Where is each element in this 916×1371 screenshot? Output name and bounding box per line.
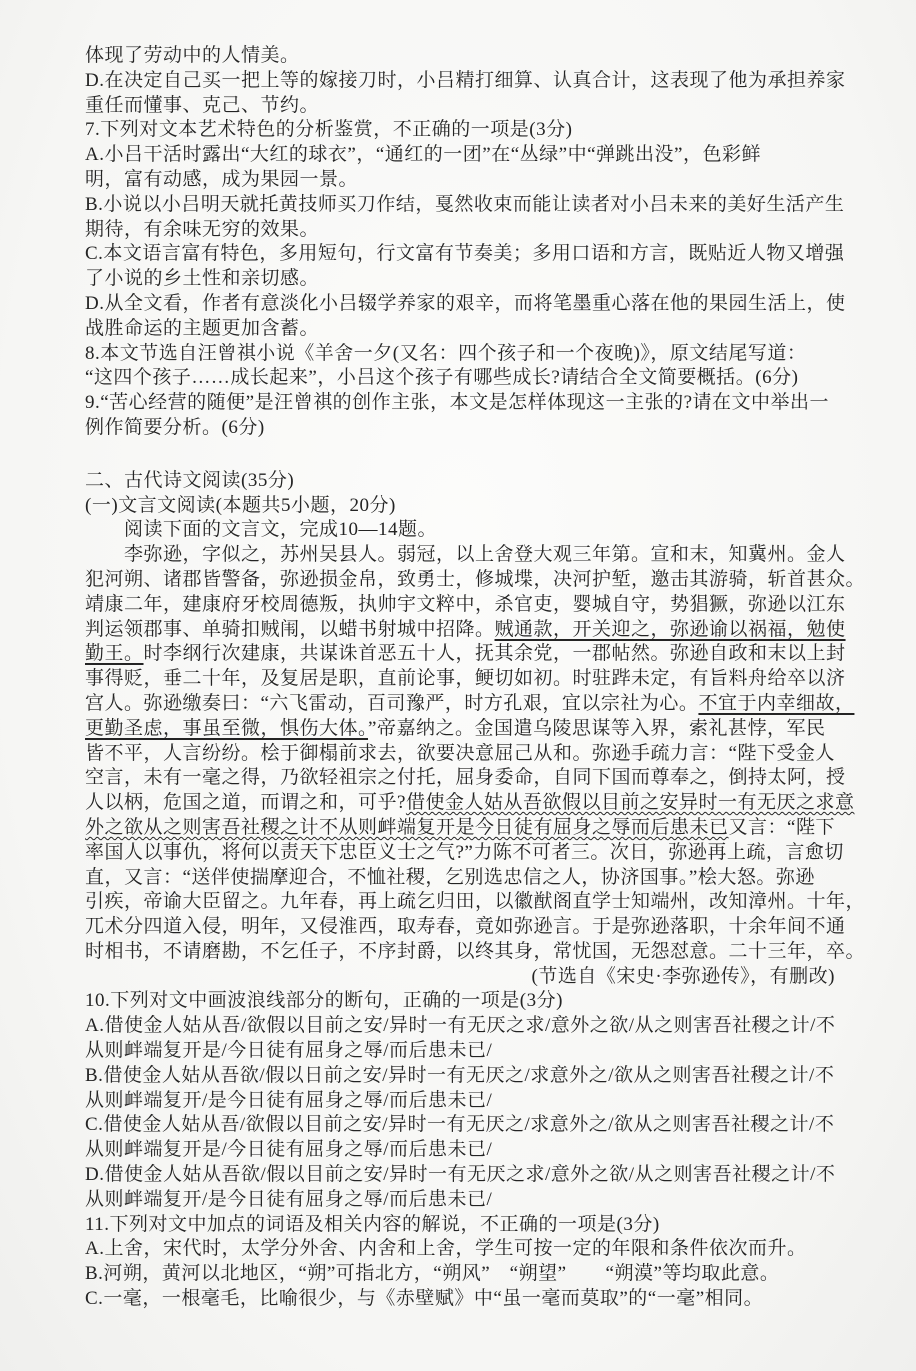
text-line [85, 568, 866, 593]
text-segment: 二、古代诗文阅读(35分) [85, 469, 295, 491]
text-line [85, 518, 835, 543]
text-line [85, 1188, 835, 1213]
text-line [85, 543, 846, 568]
text-segment: 又言：“陛下 [728, 816, 835, 838]
text-line [85, 965, 835, 990]
text-line [85, 469, 835, 494]
text-segment: 事得贬，垂二十年，及复居是职，直前论事，鲠切如初。时驻跸未定，有旨料舟给卒以济 [85, 668, 846, 690]
text-line [85, 816, 835, 841]
text-line [85, 766, 846, 791]
text-segment: 体现了劳动中的人情美。 [85, 45, 300, 66]
text-line [85, 342, 835, 367]
text-segment: 时李纲行次建康，共谋诛首恶五十人，抚其余党，一郡帖然。弥逊自政和末以上封 [143, 643, 846, 665]
text-line [85, 791, 855, 816]
text-segment: 例作简要分析。(6分) [85, 416, 265, 438]
document-body [85, 44, 866, 1312]
text-line [85, 593, 846, 618]
text-line [85, 841, 844, 866]
text-segment: D.借使金人姑从吾欲/假以目前之安/异时一有无厌之求/意外之欲/从之则害吾社稷之计/不 [85, 1164, 836, 1186]
text-line [85, 267, 835, 292]
text-segment: 7.下列对文本艺术特色的分析鉴赏，不正确的一项是(3分) [85, 119, 573, 141]
text-segment: 直，又言：“送伴使揣摩迎合，不恤社稷，乞别选忠信之人，协济国事。”桧大怒。弥逊 [85, 866, 815, 888]
text-line [85, 391, 835, 416]
text-segment: 从则衅端复开/是今日徒有屈身之辱/而后患未已/ [85, 1089, 493, 1111]
text-segment: 率国人以事仇，将何以责天下忠臣义士之气?”力陈不可者三。次日，弥逊再上疏，言愈切 [85, 841, 844, 863]
text-segment: (一)文言文阅读(本题共5小题，20分) [85, 494, 396, 516]
text-line [85, 218, 835, 243]
text-segment: C.本文语言富有特色，多用短句，行文富有节奏美；多用口语和方言，既贴近人物又增强 [85, 243, 845, 265]
wavy-underlined-text: 外之欲从之则害吾社稷之计不从则衅端复开是今日徒有屈身之辱而后患未已 [85, 816, 729, 838]
text-line [85, 292, 846, 317]
text-line [85, 866, 835, 891]
text-segment: 10.下列对文中画波浪线部分的断句，正确的一项是(3分) [85, 990, 563, 1012]
text-segment: 空言，未有一毫之得，乃欲轻祖宗之付托，屈身委命，自同下国而尊奉之，倒持太阿，授 [85, 767, 846, 789]
text-line [85, 989, 835, 1014]
text-segment: C.一毫，一根毫毛，比喻很少，与《赤壁赋》中“虽一毫而莫取”的“一毫”相同。 [85, 1288, 764, 1310]
text-segment: 时相书，不请磨勘，不乞任子，不序封爵，以终其身，常忧国，无怨怼意。二十三年，卒。 [85, 940, 866, 962]
text-segment: B.借使金人姑从吾欲/假以日前之安/异时一有无厌之/求意外之/欲从之则害吾社稷之计/不 [85, 1064, 835, 1086]
text-segment: A.小吕干活时露出“大红的球衣”，“通红的一团”在“丛绿”中“弹跳出没”，色彩鲜 [85, 144, 761, 166]
text-segment: 宫人。弥逊缴奏曰：“六飞雷动，百司豫严，时方孔艰，宜以宗社为心。 [85, 692, 699, 714]
text-line [85, 44, 835, 69]
text-line [85, 193, 845, 218]
underlined-text: 贼通款，开关迎之，弥逊谕以祸福，勉使 [494, 618, 846, 640]
text-segment: B.小说以小吕明天就托黄技师买刀作结，戛然收束而能让读者对小吕未来的美好生活产生 [85, 193, 845, 215]
text-segment: “这四个孩子……成长起来”，小吕这个孩子有哪些成长?请结合全文简要概括。(6分) [85, 367, 799, 389]
text-line [85, 317, 835, 342]
text-line [85, 1039, 835, 1064]
text-segment: ”帝嘉纳之。金国遣乌陵思谋等入界，索礼甚悖，军民 [368, 717, 826, 739]
text-line [85, 1064, 835, 1089]
text-segment: 犯河朔、诸郡皆警备，弥逊损金帛，致勇士，修城堞，决河护堑，邀击其游骑，斩首甚众。 [85, 568, 866, 590]
text-segment: C.借使金人姑从吾/欲假以目前之安/异时一有无厌之/求意外之/欲从之则害吾社稷之计/不 [85, 1114, 835, 1136]
text-segment: 人以柄，危国之道，而谓之和，可乎? [85, 792, 406, 814]
text-line [85, 890, 866, 915]
text-line [85, 1287, 835, 1312]
underlined-text: 更勤圣虑，事虽至微，惧伤大体。 [85, 717, 369, 739]
text-segment: 了小说的乡土性和亲切感。 [85, 268, 320, 290]
text-line [85, 717, 835, 742]
text-segment: 期待，有余味无穷的效果。 [85, 218, 320, 240]
text-segment: 皆不平，人言纷纷。桧于御榻前求去，欲要决意屈己从和。弥逊手疏力言：“陛下受金人 [85, 742, 835, 764]
text-segment: 判运领郡事、单骑扣贼闱，以蜡书射城中招降。 [85, 618, 495, 640]
text-line [85, 416, 835, 441]
text-line [85, 118, 835, 143]
text-segment: 从则衅端复开/是今日徒有屈身之辱/而后患未已/ [85, 1188, 493, 1210]
text-line [85, 1138, 835, 1163]
text-segment: 8.本文节选自汪曾祺小说《羊舍一夕(又名：四个孩子和一个夜晚)》，原文结尾写道： [85, 342, 807, 364]
text-segment: B.河朔，黄河以北地区，“朔”可指北方，“朔风” “朔望” “朔漠”等均取此意。 [85, 1263, 780, 1285]
text-segment: 从则衅端复开是/今日徒有屈身之辱/而后患未已/ [85, 1040, 493, 1062]
text-line [85, 692, 855, 717]
text-segment: D.在决定自己买一把上等的嫁接刀时，小吕精打细算、认真合计，这表现了他为承担养家 [85, 69, 846, 91]
text-segment: 李弥逊，字似之，苏州吴县人。弱冠，以上舍登大观三年第。宣和末，知冀州。金人 [124, 544, 846, 566]
text-line [85, 915, 846, 940]
text-segment: 靖康二年，建康府牙校周德叛，执帅宇文粹中，杀官吏，婴城自守，势猖獗，弥逊以江东 [85, 593, 846, 615]
text-line [85, 1262, 835, 1287]
text-line [85, 1237, 835, 1262]
text-segment: 9.“苦心经营的随便”是汪曾祺的创作主张，本文是怎样体现这一主张的?请在文中举出一 [85, 392, 830, 414]
text-segment: 重任而懂事、克己、节约。 [85, 94, 320, 116]
text-line [85, 667, 846, 692]
text-segment: 兀术分四道入侵，明年，又侵淮西，取寿春，竟如弥逊言。于是弥逊落职，十余年间不通 [85, 916, 846, 938]
text-line [85, 1014, 835, 1039]
text-line [85, 494, 835, 519]
text-line [85, 366, 835, 391]
text-line [85, 168, 835, 193]
text-line [85, 1113, 835, 1138]
text-segment: 阅读下面的文言文，完成10—14题。 [124, 519, 438, 541]
text-line [85, 242, 845, 267]
underlined-text: 勤王。 [85, 643, 144, 665]
text-line [85, 94, 835, 119]
text-line [85, 1089, 835, 1114]
text-segment: 11.下列对文中加点的词语及相关内容的解说，不正确的一项是(3分) [85, 1213, 660, 1235]
text-segment: 战胜命运的主题更加含蓄。 [85, 317, 320, 339]
text-segment: A.借使金人姑从吾/欲假以目前之安/异时一有无厌之求/意外之欲/从之则害吾社稷之计/不 [85, 1015, 836, 1037]
text-line [85, 1213, 835, 1238]
text-line [85, 69, 846, 94]
text-line [85, 642, 846, 667]
text-segment: 明，富有动感，成为果园一景。 [85, 168, 359, 190]
wavy-underlined-text: 借使金人姑从吾欲假以目前之安异时一有无厌之求意 [405, 792, 855, 814]
text-segment: 从则衅端复开是/今日徒有屈身之辱/而后患未已/ [85, 1139, 493, 1161]
text-line [85, 143, 835, 168]
underlined-text: 不宜于内幸细故， [698, 692, 855, 714]
text-line [85, 1163, 835, 1188]
text-segment: D.从全文看，作者有意淡化小吕辍学养家的艰辛，而将笔墨重心落在他的果园生活上，使 [85, 292, 846, 314]
text-segment: (节选自《宋史·李弥逊传》，有删改) [531, 965, 835, 987]
text-segment: 引疾，帝谕大臣留之。九年春，再上疏乞归田，以徽猷阁直学士知端州，改知漳州。十年， [85, 891, 866, 913]
text-segment: A.上舍，宋代时，太学分外舍、内舍和上舍，学生可按一定的年限和条件依次而升。 [85, 1238, 807, 1260]
text-line [85, 940, 866, 965]
text-line [85, 742, 835, 767]
text-line [85, 618, 846, 643]
